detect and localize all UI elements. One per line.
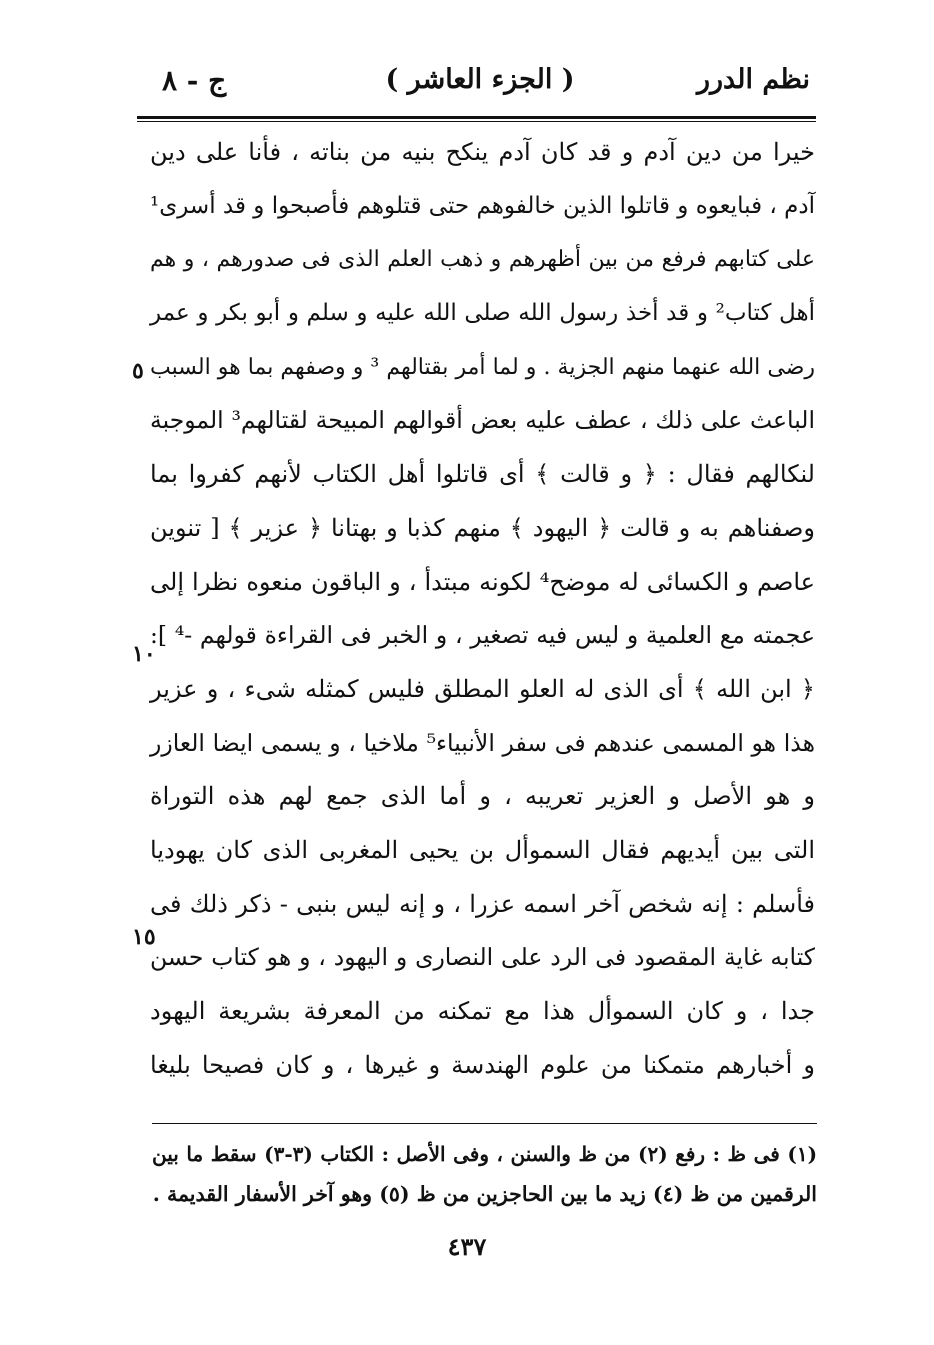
text-line: التى بين أيديهم فقال السموأل بن يحيى المغربى الذى كان يهوديا xyxy=(150,835,815,864)
text-line: كتابه غاية المقصود فى الرد على النصارى و اليهود ، و هو كتاب حسن xyxy=(150,943,815,972)
footnotes xyxy=(152,1134,817,1214)
footnote-line: (١) فى ظ : رفع (٢) من ظ والسنن ، وفى الأصل : الكتاب (٣-٣) سقط ما بين xyxy=(152,1142,818,1166)
header-rule-thin xyxy=(137,121,816,122)
volume-label: ج - ٨ xyxy=(162,64,227,97)
text-line: عاصم و الكسائى له موضح⁴ لكونه مبتدأ ، و الباقون منعوه نظرا إلى xyxy=(150,567,815,596)
header-rule-thick xyxy=(137,116,816,119)
text-line: الباعث على ذلك ، عطف عليه بعض أقوالهم المبيحة لقتالهم³ الموجبة xyxy=(150,406,815,435)
text-line: و أخبارهم متمكنا من علوم الهندسة و غيرها ، و كان فصيحا بليغا xyxy=(150,1050,815,1079)
line-number-15: ١٥ xyxy=(132,924,156,950)
line-number-10: ١٠ xyxy=(132,641,156,667)
text-line: جدا ، و كان السموأل هذا مع تمكنه من المعرفة بشريعة اليهود xyxy=(150,997,815,1025)
line-number-5: ٥ xyxy=(132,358,144,384)
text-line: آدم ، فبايعوه و قاتلوا الذين خالفوهم حتى قتلوهم فأصبحوا و قد أسرى¹ xyxy=(150,192,815,219)
main-text xyxy=(150,126,815,1092)
running-header xyxy=(150,58,810,108)
text-line: فأسلم : إنه شخص آخر اسمه عزرا ، و إنه ليس بنبى - ذكر ذلك فى xyxy=(150,889,815,918)
part-title: ( الجزء العاشر ) xyxy=(385,64,575,95)
text-line: رضى الله عنهما منهم الجزية . و لما أمر بقتالهم ³ و وصفهم بما هو السبب xyxy=(150,354,816,380)
text-line: و هو الأصل و العزير تعريبه ، و أما الذى جمع لهم هذه التوراة xyxy=(150,782,815,811)
book-title: نظم الدرر xyxy=(696,64,810,95)
text-line: أهل كتاب² و قد أخذ رسول الله صلى الله عليه و سلم و أبو بكر و عمر xyxy=(150,300,815,327)
text-line: وصفناهم به و قالت ﴿ اليهود ﴾ منهم كذبا و بهتانا ﴿ عزير ﴾ [ تنوين xyxy=(150,513,815,542)
text-line: عجمته مع العلمية و ليس فيه تصغير ، و الخبر فى القراءة قولهم -⁴ ]: xyxy=(150,621,816,650)
text-line: ﴿ ابن الله ﴾ أى الذى له العلو المطلق فليس كمثله شىء ، و عزير xyxy=(150,674,815,703)
footnote-rule xyxy=(152,1123,817,1124)
text-line: هذا هو المسمى عندهم فى سفر الأنبياء⁵ ملاخيا ، و يسمى ايضا العازر xyxy=(150,728,815,757)
footnote-line: الرقمين من ظ (٤) زيد ما بين الحاجزين من ظ (٥) وهو آخر الأسفار القديمة . xyxy=(152,1182,817,1206)
text-line: لنكالهم فقال : ﴿ و قالت ﴾ أى قاتلوا أهل الكتاب لأنهم كفروا بما xyxy=(150,460,815,489)
text-line: على كتابهم فرفع من بين أظهرهم و ذهب العلم الذى فى صدورهم ، و هم xyxy=(150,247,815,273)
page-number: ٤٣٧ xyxy=(447,1232,487,1261)
text-line: خيرا من دين آدم و قد كان آدم ينكح بنيه من بناته ، فأنا على دين xyxy=(150,138,815,166)
